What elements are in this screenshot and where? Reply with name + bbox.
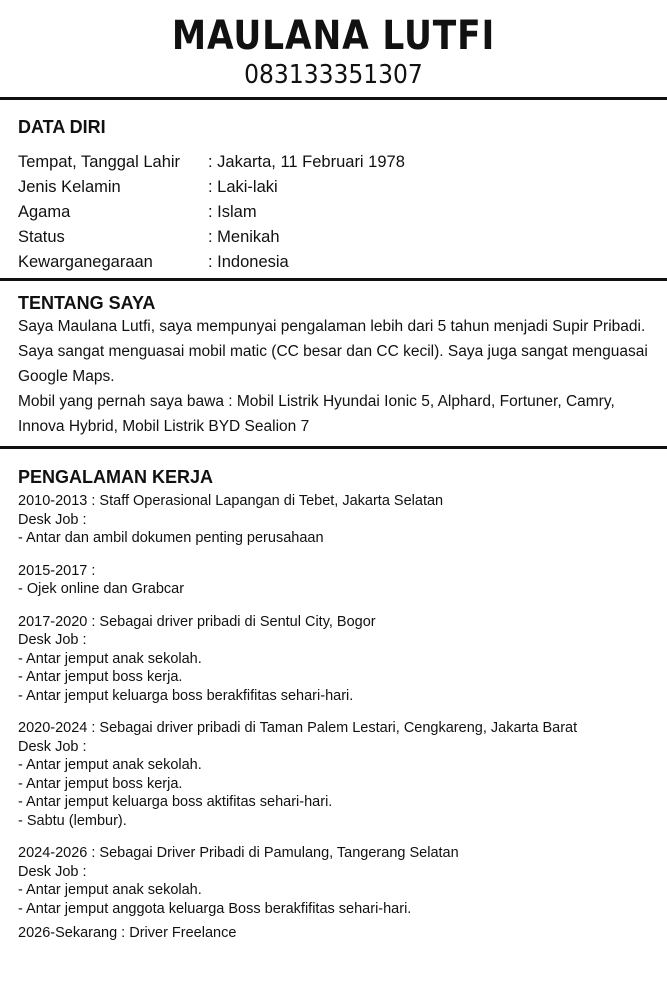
job-line: 2017-2020 : Sebagai driver pribadi di Sentul City, Bogor bbox=[18, 613, 376, 630]
job-line: Desk Job : bbox=[18, 738, 87, 755]
divider bbox=[0, 278, 667, 281]
info-row bbox=[18, 225, 658, 250]
job-line: - Antar jemput keluarga boss berakfifitas sehari-hari. bbox=[18, 687, 354, 704]
info-value: : Menikah bbox=[208, 228, 280, 246]
info-value: : Laki-laki bbox=[208, 178, 278, 196]
info-row bbox=[18, 175, 658, 200]
section-pengalaman-kerja bbox=[18, 466, 658, 943]
section-title: TENTANG SAYA bbox=[18, 293, 156, 313]
job-line: - Antar jemput anggota keluarga Boss berakfifitas sehari-hari. bbox=[18, 900, 412, 917]
job-line: - Ojek online dan Grabcar bbox=[18, 581, 185, 597]
job-line: Desk Job : bbox=[18, 863, 87, 880]
info-label: Agama bbox=[18, 203, 71, 221]
about-line: Mobil yang pernah saya bawa : Mobil Listrik Hyundai Ionic 5, Alphard, Fortuner, Camry, bbox=[18, 393, 615, 410]
job-line: Desk Job : bbox=[18, 511, 87, 528]
job-line: 2015-2017 : bbox=[18, 562, 96, 579]
info-row bbox=[18, 200, 658, 225]
job-entry bbox=[18, 492, 658, 548]
phone-number: 083133351307 bbox=[244, 60, 423, 90]
info-row bbox=[18, 150, 658, 175]
resume-header bbox=[0, 0, 667, 90]
job-entry bbox=[18, 562, 658, 599]
job-line: - Antar jemput keluarga boss aktifitas sehari-hari. bbox=[18, 794, 333, 810]
job-line: - Antar jemput anak sekolah. bbox=[18, 882, 202, 898]
about-line: Saya Maulana Lutfi, saya mempunyai pengalaman lebih dari 5 tahun menjadi Supir Pribadi. bbox=[18, 318, 646, 335]
job-line: 2024-2026 : Sebagai Driver Pribadi di Pamulang, Tangerang Selatan bbox=[18, 845, 459, 861]
info-label: Jenis Kelamin bbox=[18, 178, 121, 196]
job-line: - Antar jemput boss kerja. bbox=[18, 669, 183, 685]
job-line: Desk Job : bbox=[18, 632, 87, 648]
job-line: - Antar dan ambil dokumen penting perusahaan bbox=[18, 530, 324, 546]
divider bbox=[0, 446, 667, 449]
job-entry bbox=[18, 613, 658, 706]
job-line: 2026-Sekarang : Driver Freelance bbox=[18, 925, 237, 941]
section-data-diri bbox=[18, 116, 658, 275]
info-label: Kewarganegaraan bbox=[18, 253, 153, 271]
candidate-name: MAULANA LUTFI bbox=[171, 13, 496, 59]
section-title: DATA DIRI bbox=[18, 117, 106, 137]
info-value: : Islam bbox=[208, 203, 257, 221]
job-entry bbox=[18, 719, 658, 830]
info-label: Status bbox=[18, 228, 65, 246]
job-line: - Antar jemput anak sekolah. bbox=[18, 757, 202, 773]
job-line: - Antar jemput anak sekolah. bbox=[18, 650, 202, 667]
section-tentang-saya bbox=[18, 292, 658, 439]
job-line: - Antar jemput boss kerja. bbox=[18, 775, 183, 792]
section-title: PENGALAMAN KERJA bbox=[18, 467, 214, 487]
divider bbox=[0, 97, 667, 100]
about-line: Saya sangat menguasai mobil matic (CC besar dan CC kecil). Saya juga sangat menguasai bbox=[18, 343, 648, 360]
about-line: Innova Hybrid, Mobil Listrik BYD Sealion 7 bbox=[18, 418, 310, 435]
info-value: : Indonesia bbox=[208, 253, 289, 271]
job-entry bbox=[18, 924, 658, 943]
about-line: Google Maps. bbox=[18, 368, 115, 385]
job-line: - Sabtu (lembur). bbox=[18, 812, 127, 829]
info-value: : Jakarta, 11 Februari 1978 bbox=[208, 153, 405, 171]
job-line: 2010-2013 : Staff Operasional Lapangan di Tebet, Jakarta Selatan bbox=[18, 493, 444, 509]
job-line: 2020-2024 : Sebagai driver pribadi di Taman Palem Lestari, Cengkareng, Jakarta Barat bbox=[18, 720, 578, 736]
info-row bbox=[18, 250, 658, 275]
job-entry bbox=[18, 844, 658, 918]
info-label: Tempat, Tanggal Lahir bbox=[18, 153, 181, 171]
